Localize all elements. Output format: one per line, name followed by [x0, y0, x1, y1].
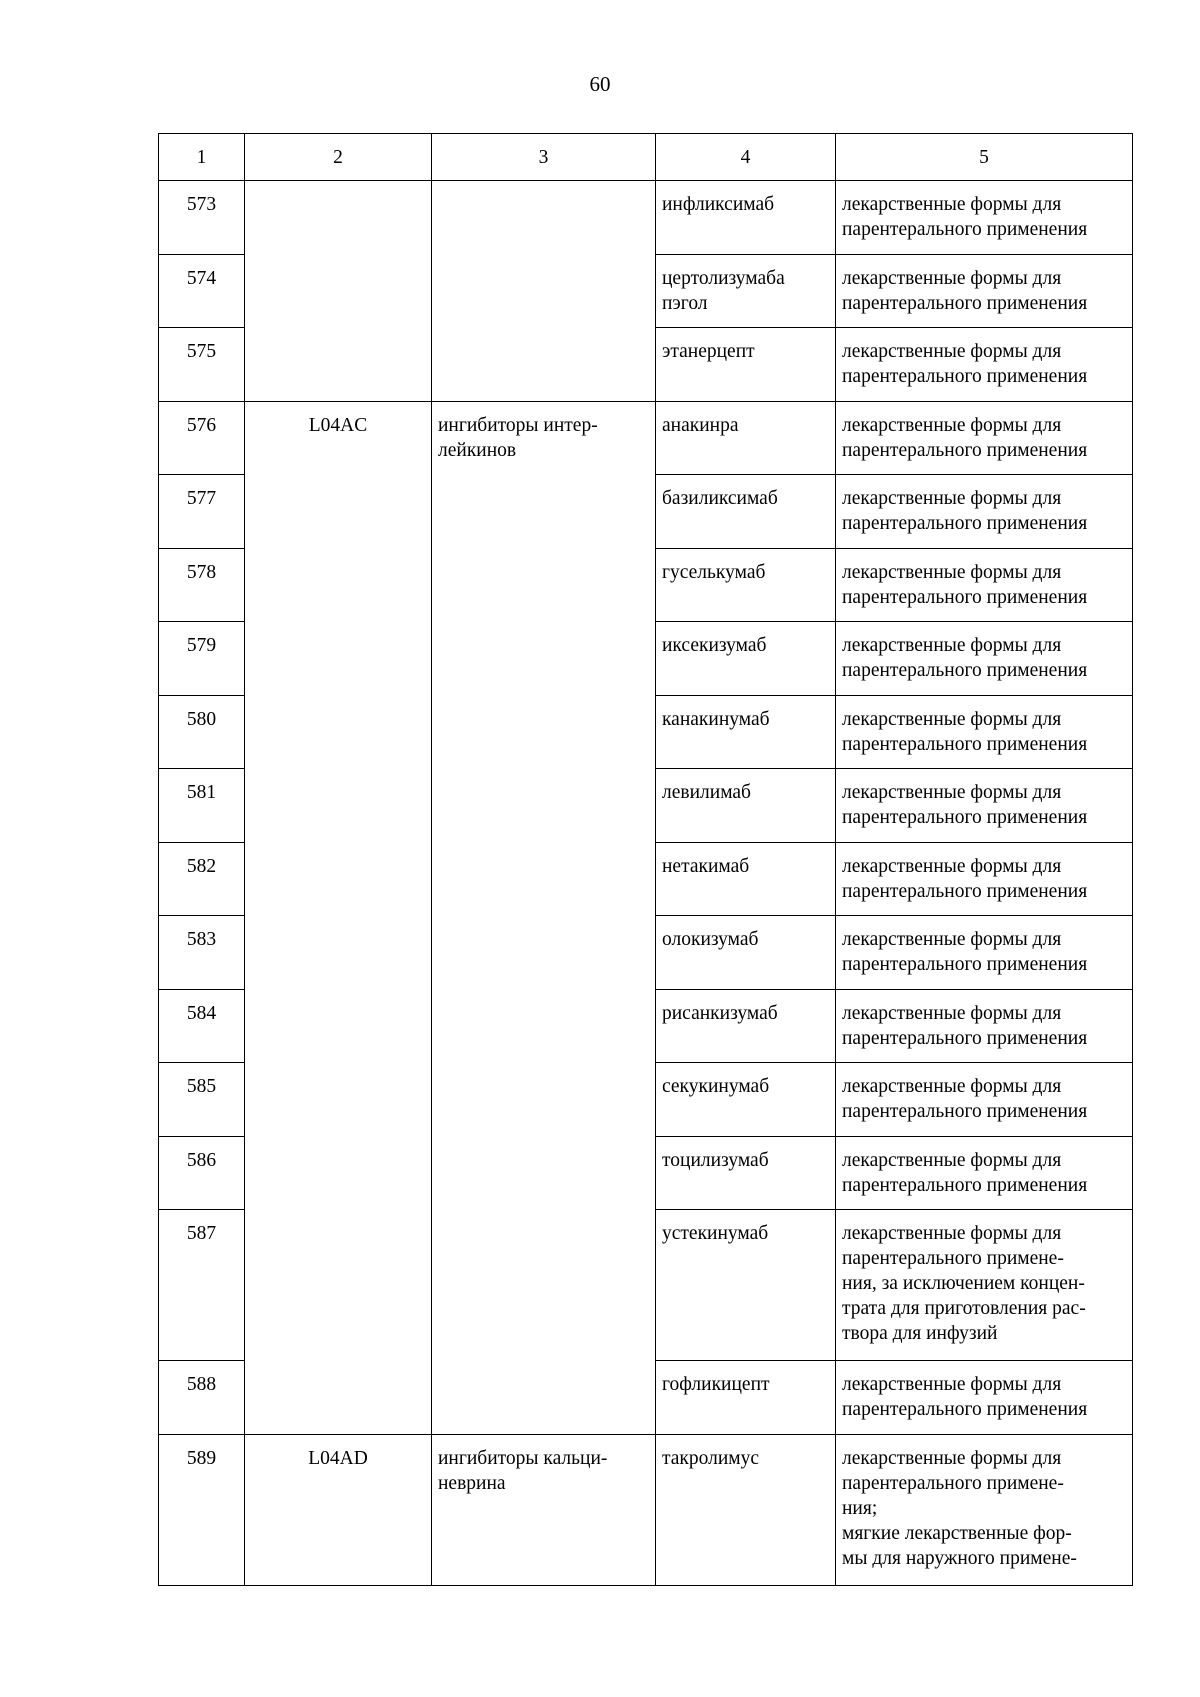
dosage-form: лекарственные формы для парентерального применения [836, 548, 1133, 622]
dosage-form: лекарственные формы для парентерального применения [836, 254, 1133, 328]
drug-name: цертолизумаба пэгол [656, 254, 836, 328]
row-number: 583 [159, 916, 245, 990]
column-header-2: 2 [245, 134, 432, 181]
dosage-form: лекарственные формы для парентерального примене- ния; мягкие лекарственные фор- мы для наружного примене- [836, 1434, 1133, 1585]
row-number: 589 [159, 1434, 245, 1585]
drug-name: олокизумаб [656, 916, 836, 990]
row-number: 581 [159, 769, 245, 843]
drug-name: этанерцепт [656, 328, 836, 402]
row-number: 580 [159, 695, 245, 769]
atc-code: L04AC [245, 401, 432, 1434]
drug-name: канакинумаб [656, 695, 836, 769]
column-header-1: 1 [159, 134, 245, 181]
drug-name: тоцилизумаб [656, 1136, 836, 1210]
group-description-cell [432, 181, 656, 402]
table-row [159, 401, 1133, 475]
group-description: ингибиторы интер- лейкинов [432, 401, 656, 1434]
drug-name: секукинумаб [656, 1063, 836, 1137]
dosage-form: лекарственные формы для парентерального применения [836, 989, 1133, 1063]
page-number: 60 [589, 72, 611, 96]
row-number: 588 [159, 1361, 245, 1435]
drug-name: анакинра [656, 401, 836, 475]
drug-name: рисанкизумаб [656, 989, 836, 1063]
table-row [159, 1434, 1133, 1585]
atc-code-cell [245, 181, 432, 402]
row-number: 577 [159, 475, 245, 549]
table-row [159, 181, 1133, 255]
dosage-form: лекарственные формы для парентерального применения [836, 328, 1133, 402]
row-number: 579 [159, 622, 245, 696]
column-header-3: 3 [432, 134, 656, 181]
row-number: 573 [159, 181, 245, 255]
dosage-form: лекарственные формы для парентерального применения [836, 1063, 1133, 1137]
atc-code: L04AD [245, 1434, 432, 1585]
column-header-4: 4 [656, 134, 836, 181]
row-number: 585 [159, 1063, 245, 1137]
dosage-form: лекарственные формы для парентерального применения [836, 1136, 1133, 1210]
row-number: 586 [159, 1136, 245, 1210]
dosage-form: лекарственные формы для парентерального применения [836, 1361, 1133, 1435]
drug-name: гуселькумаб [656, 548, 836, 622]
drug-name: левилимаб [656, 769, 836, 843]
drug-name: гофликицепт [656, 1361, 836, 1435]
drug-name: иксекизумаб [656, 622, 836, 696]
dosage-form: лекарственные формы для парентерального применения [836, 475, 1133, 549]
row-number: 587 [159, 1210, 245, 1361]
dosage-form: лекарственные формы для парентерального применения [836, 695, 1133, 769]
dosage-form: лекарственные формы для парентерального применения [836, 842, 1133, 916]
drug-list-table [158, 133, 1133, 1586]
dosage-form: лекарственные формы для парентерального применения [836, 916, 1133, 990]
group-description: ингибиторы кальци- неврина [432, 1434, 656, 1585]
row-number: 575 [159, 328, 245, 402]
dosage-form: лекарственные формы для парентерального применения [836, 401, 1133, 475]
drug-name: нетакимаб [656, 842, 836, 916]
table-header-row [159, 134, 1133, 181]
drug-name: инфликсимаб [656, 181, 836, 255]
dosage-form: лекарственные формы для парентерального применения [836, 181, 1133, 255]
row-number: 582 [159, 842, 245, 916]
column-header-5: 5 [836, 134, 1133, 181]
drug-name: базиликсимаб [656, 475, 836, 549]
dosage-form: лекарственные формы для парентерального применения [836, 622, 1133, 696]
row-number: 578 [159, 548, 245, 622]
row-number: 576 [159, 401, 245, 475]
drug-name: такролимус [656, 1434, 836, 1585]
drug-name: устекинумаб [656, 1210, 836, 1361]
dosage-form: лекарственные формы для парентерального применения [836, 769, 1133, 843]
row-number: 574 [159, 254, 245, 328]
dosage-form: лекарственные формы для парентерального примене- ния, за исключением концен- трата для приготовления рас- твора для инфузий [836, 1210, 1133, 1361]
row-number: 584 [159, 989, 245, 1063]
